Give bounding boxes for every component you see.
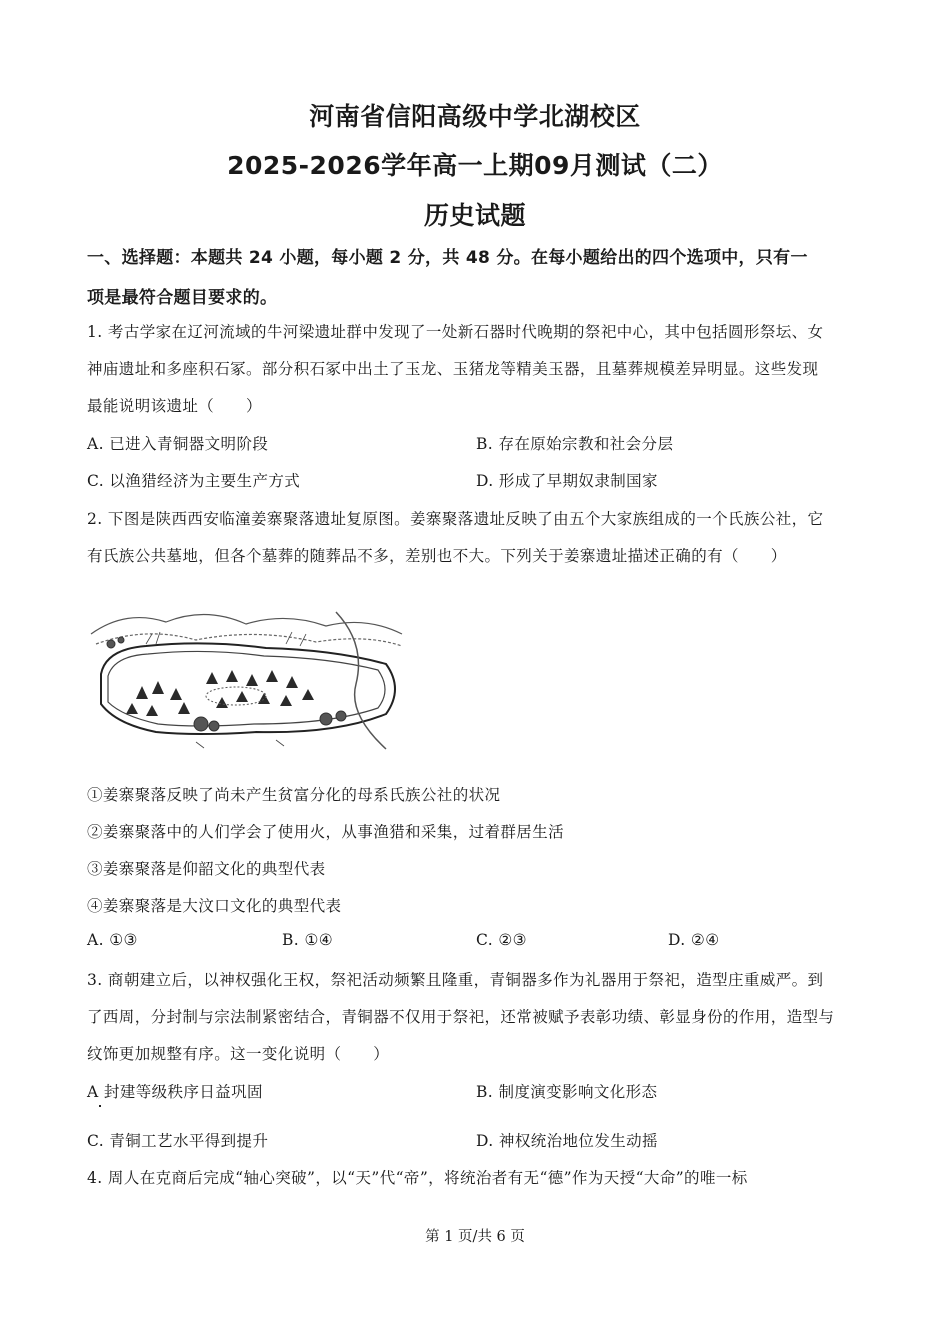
q2-option-c: C. ②③ [476, 931, 527, 949]
q1-option-c: C. 以渔猎经济为主要生产方式 [87, 472, 301, 490]
q1-option-b: B. 存在原始宗教和社会分层 [476, 435, 674, 453]
q2-statement-4: ④姜寨聚落是大汶口文化的典型代表 [87, 897, 342, 915]
section-instructions-line1: 一、选择题：本题共 24 小题，每小题 2 分，共 48 分。在每小题给出的四个选项中，只有一 [87, 248, 808, 268]
q1-option-d: D. 形成了早期奴隶制国家 [476, 472, 658, 490]
q1-stem-line2: 神庙遗址和多座积石冢。部分积石冢中出土了玉龙、玉猪龙等精美玉器，且墓葬规模差异明显。这些发现 [87, 360, 819, 378]
subject-title: 历史试题 [423, 201, 526, 230]
q1-stem-line3: 最能说明该遗址（ ） [87, 397, 262, 415]
school-title: 河南省信阳高级中学北湖校区 [309, 102, 641, 131]
q2-option-d: D. ②④ [668, 931, 720, 949]
page-number: 第 1 页/共 6 页 [425, 1229, 525, 1245]
q2-option-b: B. ①④ [282, 931, 334, 949]
jiangzhai-settlement-illustration [86, 604, 406, 754]
q2-stem-line2: 有氏族公共墓地，但各个墓葬的随葬品不多，差别也不大。下列关于姜寨遗址描述正确的有（ ） [87, 547, 787, 565]
stray-dot [99, 1105, 101, 1107]
q3-option-a: A 封建等级秩序日益巩固 [87, 1083, 263, 1101]
q2-option-a: A. ①③ [87, 931, 138, 949]
q1-stem-line1: 1. 考古学家在辽河流域的牛河梁遗址群中发现了一处新石器时代晚期的祭祀中心，其中包括圆形祭坛、女 [87, 323, 824, 341]
q1-option-a: A. 已进入青铜器文明阶段 [87, 435, 269, 453]
q2-statement-2: ②姜寨聚落中的人们学会了使用火，从事渔猎和采集，过着群居生活 [87, 823, 565, 841]
q4-stem-line1: 4. 周人在克商后完成“轴心突破”，以“天”代“帝”，将统治者有无“德”作为天授“大命”的唯一标 [87, 1169, 748, 1187]
q2-statement-3: ③姜寨聚落是仰韶文化的典型代表 [87, 860, 326, 878]
q3-option-b: B. 制度演变影响文化形态 [476, 1083, 658, 1101]
q2-stem-line1: 2. 下图是陕西西安临潼姜寨聚落遗址复原图。姜寨聚落遗址反映了由五个大家族组成的一个氏族公社，它 [87, 510, 824, 528]
q3-option-d: D. 神权统治地位发生动摇 [476, 1132, 658, 1150]
q3-stem-line2: 了西周，分封制与宗法制紧密结合，青铜器不仅用于祭祀，还常被赋予表彰功绩、彰显身份的作用，造型与 [87, 1008, 835, 1026]
section-instructions-line2: 项是最符合题目要求的。 [87, 288, 278, 308]
q3-stem-line3: 纹饰更加规整有序。这一变化说明（ ） [87, 1045, 390, 1063]
exam-title: 2025-2026学年高一上期09月测试（二） [227, 151, 723, 180]
q2-statement-1: ①姜寨聚落反映了尚未产生贫富分化的母系氏族公社的状况 [87, 786, 501, 804]
q3-option-c: C. 青铜工艺水平得到提升 [87, 1132, 269, 1150]
q3-stem-line1: 3. 商朝建立后，以神权强化王权，祭祀活动频繁且隆重，青铜器多作为礼器用于祭祀，造型庄重威严。到 [87, 971, 824, 989]
